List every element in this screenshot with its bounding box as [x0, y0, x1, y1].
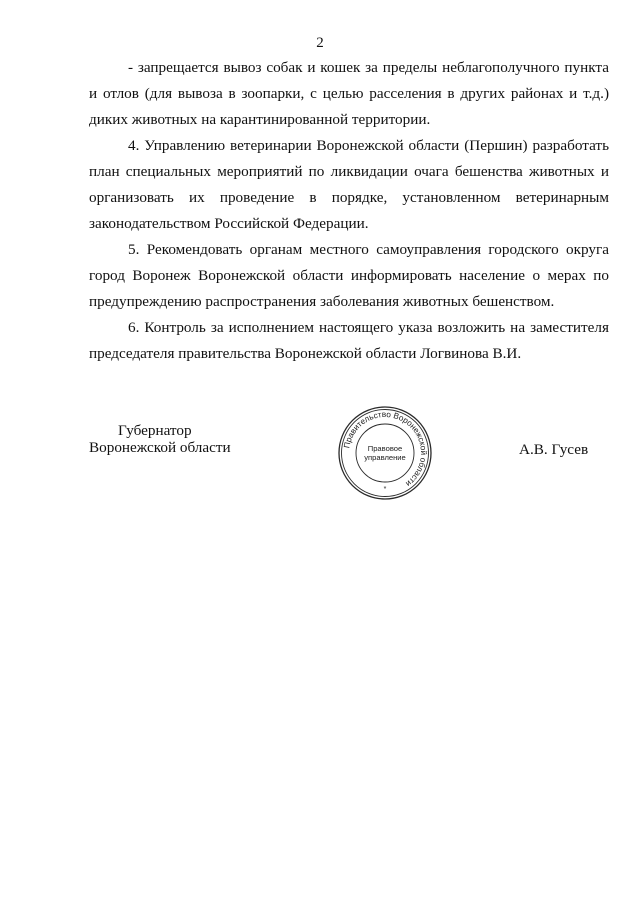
signatory-title-line-2: Воронежской области: [89, 439, 231, 456]
stamp-ring-text: Правительство Воронежской области: [342, 409, 429, 489]
body-line-10: предупреждению распространения заболевания животных бешенством.: [89, 293, 555, 310]
body-line-8: 5. Рекомендовать органам местного самоуправления городского округа: [128, 241, 609, 258]
official-stamp: [335, 403, 435, 503]
signatory-name: А.В. Гусев: [519, 441, 589, 458]
body-line-4: 4. Управлению ветеринарии Воронежской области (Першин) разработать: [128, 137, 609, 154]
body-line-7: законодательством Российской Федерации.: [89, 215, 369, 232]
stamp-star-icon: *: [383, 486, 387, 493]
body-line-9: город Воронеж Воронежской области информировать население о мерах по: [89, 267, 609, 284]
body-line-11: 6. Контроль за исполнением настоящего указа возложить на заместителя: [128, 319, 609, 336]
page-number: 2: [316, 35, 324, 51]
body-line-5: план специальных мероприятий по ликвидации очага бешенства животных и: [89, 163, 609, 180]
stamp-center-line-1: Правовое: [367, 444, 403, 453]
body-line-2: и отлов (для вывоза в зоопарки, с целью расселения в других районах и т.д.): [89, 85, 609, 102]
body-line-12: председателя правительства Воронежской области Логвинова В.И.: [89, 345, 522, 362]
body-line-3: диких животных на карантинированной территории.: [89, 111, 431, 128]
stamp-center-line-2: управление: [364, 453, 406, 462]
body-line-6: организовать их проведение в порядке, установленном ветеринарным: [89, 189, 609, 206]
body-line-1: - запрещается вывоз собак и кошек за пределы неблагополучного пункта: [128, 59, 609, 76]
signatory-title-line-1: Губернатор: [118, 422, 192, 439]
stamp-graphic: [335, 403, 435, 503]
